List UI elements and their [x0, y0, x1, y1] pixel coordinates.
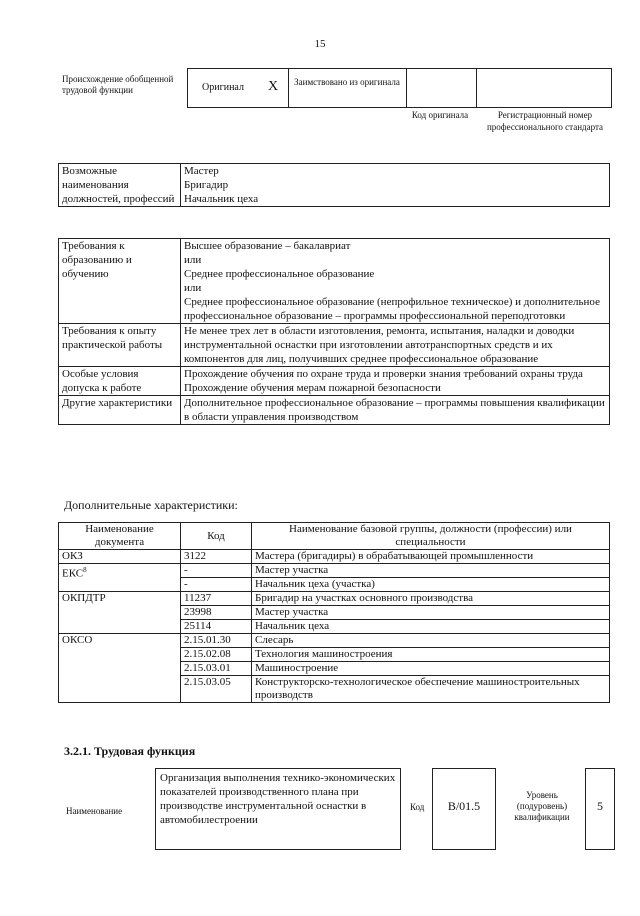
col-name-header: Наименование базовой группы, должности (профессии) или специальности — [252, 523, 610, 550]
name-cell: Мастер участка — [252, 564, 610, 578]
doc-cell — [59, 550, 181, 564]
req-line: или — [184, 282, 202, 294]
experience-value — [181, 324, 610, 367]
function-name-value: Организация выполнения технико-экономических показателей производственного плана при производстве инструментальной оснастки в автомобилестроении — [160, 772, 396, 826]
col-doc-header: Наименование документа — [59, 523, 181, 550]
code-cell: 11237 — [181, 592, 252, 606]
function-code-value: B/01.5 — [447, 799, 481, 813]
additional-table — [58, 522, 610, 703]
other-label: Другие характеристики — [59, 396, 181, 425]
borrowed-label: Заимствовано из оригинала — [294, 77, 400, 87]
req-line: Высшее образование – бакалавриат — [184, 240, 351, 252]
code-cell: 2.15.01.30 — [181, 634, 252, 648]
req-line: Прохождение обучения мерам пожарной безопасности — [184, 382, 441, 394]
table-row — [59, 592, 610, 606]
req-line: или — [184, 254, 202, 266]
positions-table — [58, 163, 610, 207]
function-heading: 3.2.1. Трудовая функция — [64, 744, 196, 758]
name-cell: Мастера (бригадиры) в обрабатывающей промышленности — [252, 550, 610, 564]
regnum-caption: Регистрационный номер профессионального стандарта — [486, 110, 604, 132]
function-level-box — [585, 768, 615, 850]
name-cell: Мастер участка — [252, 606, 610, 620]
function-code-box — [432, 768, 496, 850]
function-level-value: 5 — [597, 799, 603, 813]
code-cell: - — [181, 564, 252, 578]
req-line: Среднее профессиональное образование — [184, 268, 375, 280]
origin-table — [187, 68, 612, 108]
doc-cell — [59, 592, 181, 634]
doc-name: ЕКС — [62, 567, 84, 580]
code-cell: 2.15.03.01 — [181, 662, 252, 676]
name-cell: Технология машиностроения — [252, 648, 610, 662]
positions-label: Возможные наименования должностей, профессий — [59, 164, 181, 207]
original-label: Оригинал — [202, 82, 244, 93]
additional-title: Дополнительные характеристики: — [64, 498, 238, 512]
positions-list — [181, 164, 610, 207]
name-cell: Слесарь — [252, 634, 610, 648]
admission-label: Особые условия допуска к работе — [59, 367, 181, 396]
name-cell: Начальник цеха — [252, 620, 610, 634]
code-cell: - — [181, 578, 252, 592]
req-line: Не менее трех лет в области изготовления, ремонта, испытания, наладки и доводки инструментальной оснастки при изготовлении автотранспортных средств и их компонентов для лиц, получивших среднее профессиональное образование — [184, 325, 575, 365]
code-caption: Код оригинала — [411, 110, 469, 120]
req-line: Прохождение обучения по охране труда и проверки знания требований охраны труда — [184, 368, 583, 380]
other-value — [181, 396, 610, 425]
footnote-mark: 8 — [83, 566, 87, 574]
code-cell: 23998 — [181, 606, 252, 620]
code-cell: 2.15.02.08 — [181, 648, 252, 662]
education-label: Требования к образованию и обучению — [59, 239, 181, 324]
doc-name: ОКСО — [62, 634, 93, 646]
req-line: Среднее профессиональное образование (непрофильное техническое) и дополнительное профессиональное образование – программы профессиональной переподготовки — [184, 296, 600, 322]
requirements-table — [58, 238, 610, 425]
doc-cell — [59, 564, 181, 592]
req-line: Дополнительное профессиональное образование – программы повышения квалификации в области управления производством — [184, 397, 605, 423]
name-cell: Машиностроение — [252, 662, 610, 676]
code-cell: 2.15.03.05 — [181, 676, 252, 703]
original-mark: X — [267, 79, 279, 94]
function-code-label: Код — [410, 802, 425, 812]
name-cell: Бригадир на участках основного производства — [252, 592, 610, 606]
doc-name: ОКПДТР — [62, 592, 106, 604]
origin-label: Происхождение обобщенной трудовой функции — [62, 74, 174, 95]
position-item: Бригадир — [184, 179, 229, 191]
function-name-label: Наименование — [66, 806, 123, 816]
education-value — [181, 239, 610, 324]
table-row — [59, 634, 610, 648]
code-cell: 25114 — [181, 620, 252, 634]
doc-cell — [59, 634, 181, 703]
position-item: Начальник цеха — [184, 193, 259, 205]
function-level-label: Уровень (подуровень) квалификации — [514, 790, 570, 822]
code-cell: 3122 — [181, 550, 252, 564]
admission-value — [181, 367, 610, 396]
page-number: 15 — [314, 38, 326, 50]
function-name-box — [155, 768, 401, 850]
table-row — [59, 564, 610, 578]
name-cell: Начальник цеха (участка) — [252, 578, 610, 592]
table-row — [59, 550, 610, 564]
additional-body — [59, 550, 610, 703]
doc-name: ОКЗ — [62, 550, 83, 562]
experience-label: Требования к опыту практической работы — [59, 324, 181, 367]
name-cell: Конструкторско-технологическое обеспечение машиностроительных производств — [252, 676, 610, 703]
col-code-header: Код — [181, 523, 252, 550]
position-item: Мастер — [184, 165, 219, 177]
